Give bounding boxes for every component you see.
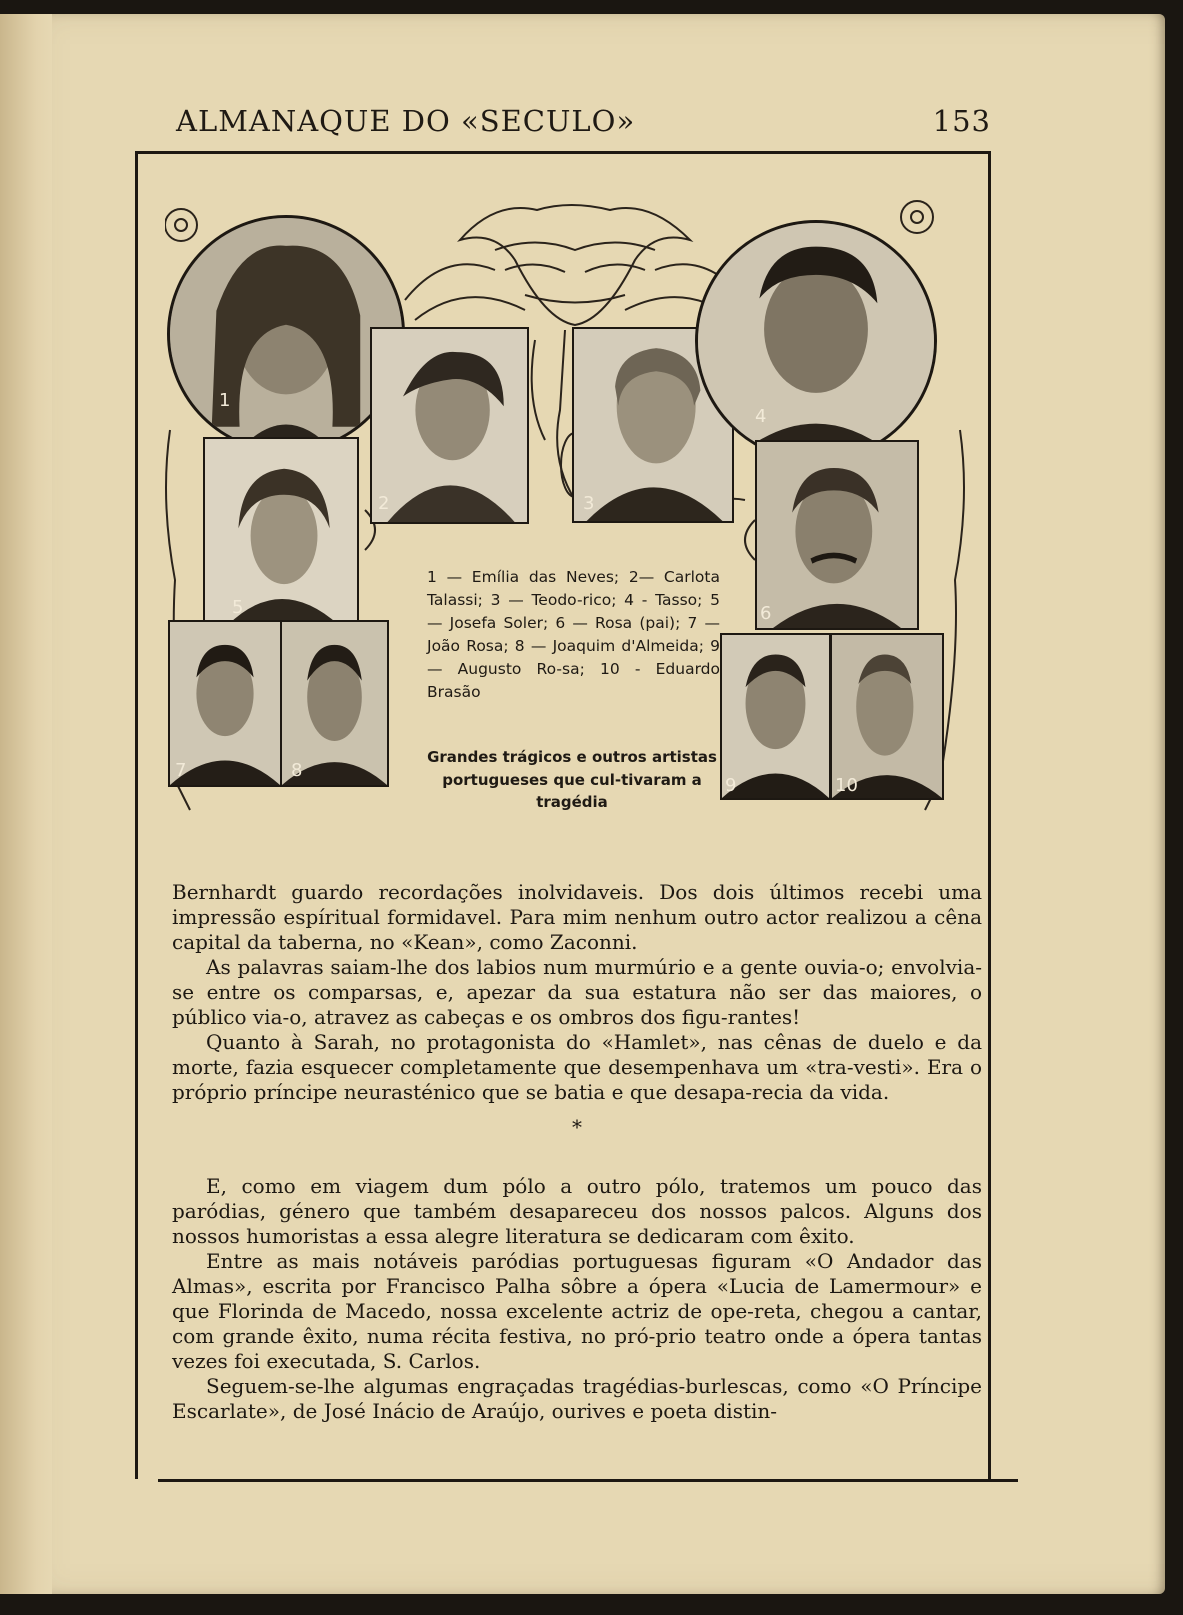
portrait-5 [203,437,359,627]
portrait-number-5: 5 [232,597,244,618]
portrait-9 [720,633,831,800]
section-separator: * [572,1115,582,1139]
paragraph-3: Quanto à Sarah, no protagonista do «Hamlet», nas cênas de duelo e da morte, fazia esquecer completamente que desempenhava um «tra-vesti». Era o próprio príncipe neurasténico que se batia e que desapa-recia da vida. [172,1030,982,1104]
portrait-number-7: 7 [175,760,187,781]
figure-legend: 1 — Emília das Neves; 2— Carlota Talassi; 3 — Teodo-rico; 4 - Tasso; 5 — Josefa Soler; 6 — Rosa (pai); 7 — João Rosa; 8 — Joaquim d'Almeida; 9 — Augusto Ro-sa; 10 - Eduardo Brasão [427,568,720,701]
portrait-number-9: 9 [725,775,737,796]
portrait-number-8: 8 [291,760,303,781]
paragraph-6: Seguem-se-lhe algumas engraçadas tragédias-burlescas, como «O Príncipe Escarlate», de José Inácio de Araújo, ourives e poeta distin- [172,1374,982,1423]
figure-caption: Grandes trágicos e outros artistas portugueses que cul-tivaram a tragédia [427,748,717,811]
paragraph-4: E, como em viagem dum pólo a outro pólo, tratemos um pouco das paródias, género que também desapareceu dos nossos palcos. Alguns dos nossos humoristas a essa alegre literatura se dedicaram com êxito. [172,1174,982,1248]
portrait-number-4: 4 [755,406,767,427]
paragraph-5: Entre as mais notáveis paródias portuguesas figuram «O Andador das Almas», escrita por Francisco Palha sôbre a ópera «Lucia de Lamermour» e que Florinda de Macedo, nossa excelente actriz de ope-reta, chegou a cantar, com grande êxito, numa récita festiva, no pró-prio teatro onde a ópera tantas vezes foi executada, S. Carlos. [172,1249,982,1373]
frame-rule-left [135,151,138,1479]
portrait-4 [695,220,937,462]
portrait-number-3: 3 [583,493,595,514]
page-number: 153 [932,104,991,138]
portrait-2 [370,327,529,524]
portrait-number-1: 1 [219,390,231,411]
paragraph-1: Bernhardt guardo recordações inolvidaveis. Dos dois últimos recebi uma impressão espíritual formidavel. Para mim nenhum outro actor realizou a cêna capital da taberna, no «Kean», como Zaconni. [172,880,982,954]
frame-rule-bottom [158,1479,1018,1482]
page-binding-shadow [0,14,52,1594]
article-body [172,880,982,1424]
running-head-title: ALMANAQUE DO «SECULO» [176,104,636,138]
portrait-plate [165,200,975,840]
running-head [176,104,991,138]
frame-rule-top [135,151,991,154]
portrait-number-2: 2 [378,493,390,514]
frame-rule-right [988,151,991,1479]
paragraph-2: As palavras saiam-lhe dos labios num murmúrio e a gente ouvia-o; envolvia-se entre os comparsas, e, apezar da sua estatura não ser das maiores, o público via-o, atravez as cabeças e os ombros dos figu-rantes! [172,955,982,1029]
portrait-number-6: 6 [760,603,772,624]
portrait-6 [755,440,919,630]
portrait-number-10: 10 [835,775,858,796]
